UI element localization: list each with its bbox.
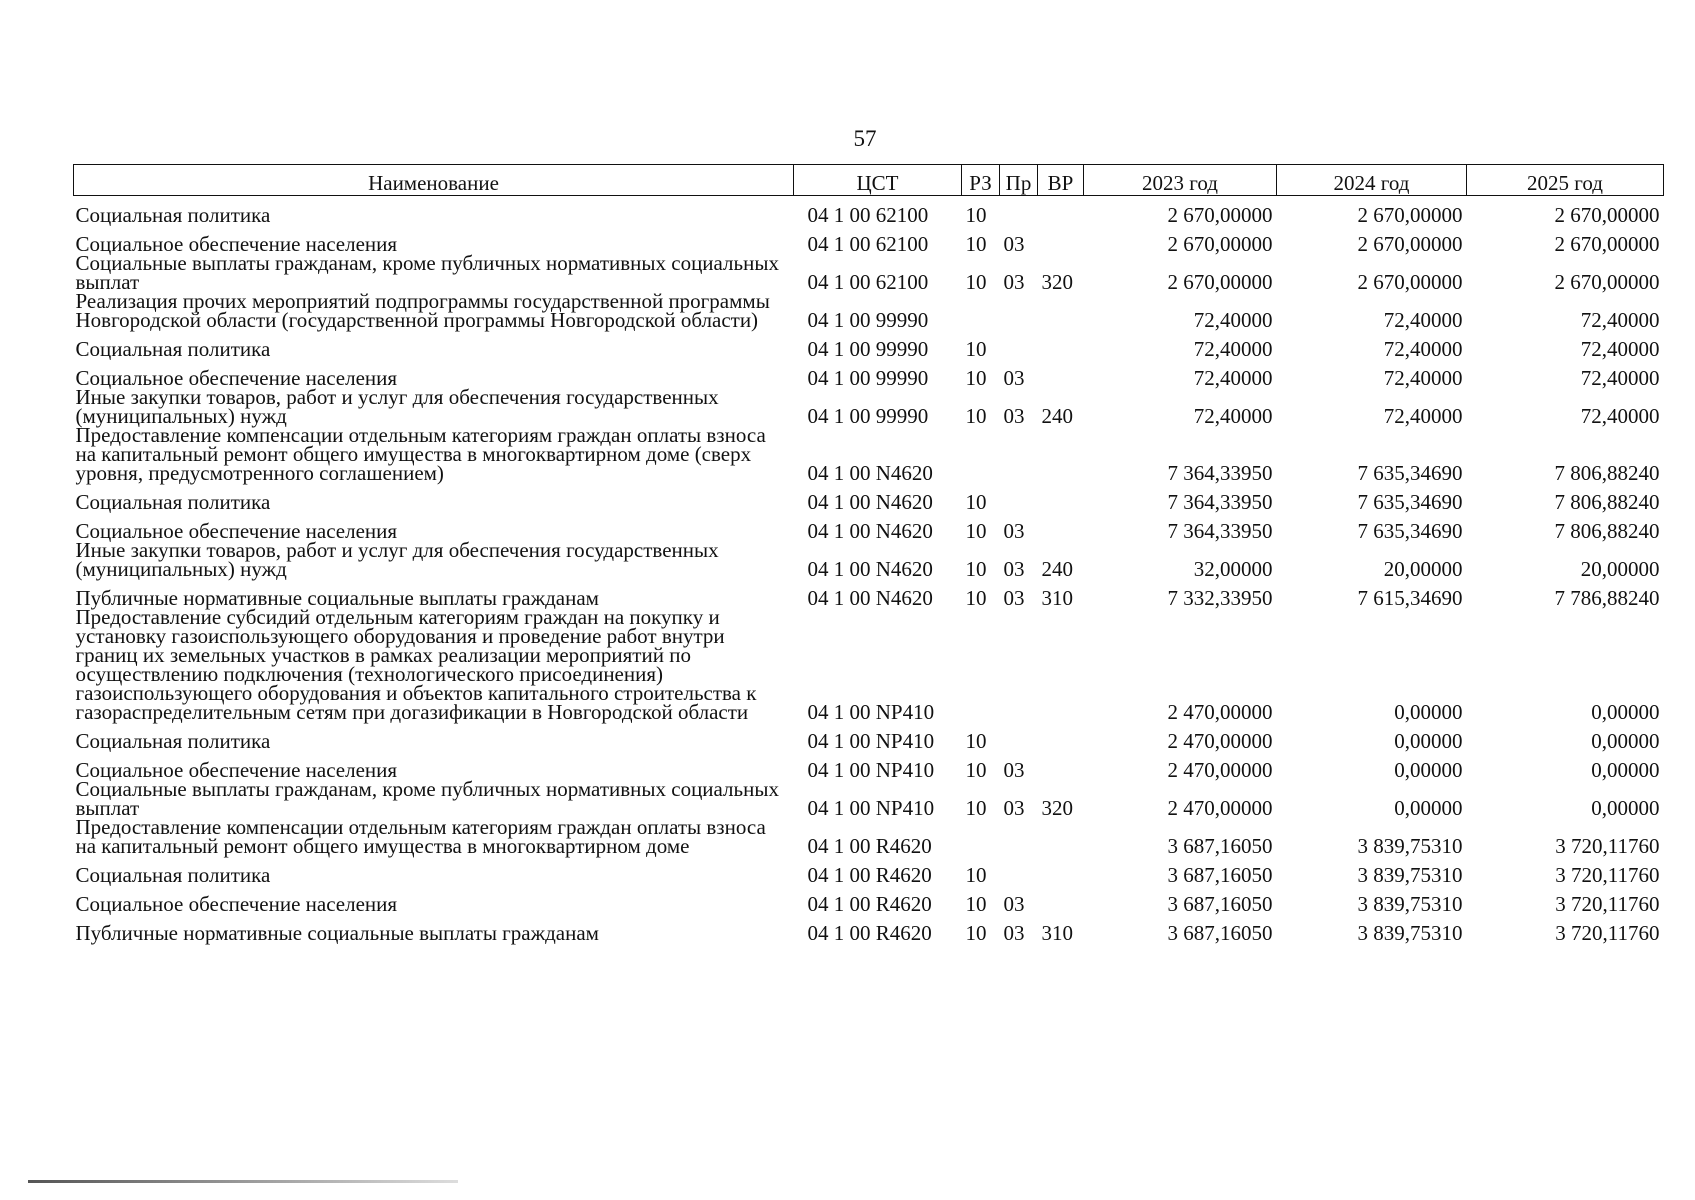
row-2025: 3 720,11760: [1555, 863, 1660, 887]
row-name: Социальная политика: [75, 729, 271, 753]
row-pr: 03: [1003, 270, 1025, 294]
row-2025: 7 806,88240: [1554, 461, 1660, 485]
row-vr: [1038, 330, 1084, 359]
header-2024: 2024 год: [1277, 165, 1467, 196]
row-cst: 04 1 00 R4620: [807, 892, 932, 916]
row-cst: 04 1 00 99990: [807, 366, 929, 390]
row-name: Публичные нормативные социальные выплаты гражданам: [75, 586, 599, 610]
row-2025: 72,40000: [1580, 337, 1660, 361]
row-2025: 20,00000: [1580, 557, 1660, 581]
row-rz: 10: [965, 270, 987, 294]
row-2024: 7 635,34690: [1357, 490, 1463, 514]
row-rz: 10: [965, 796, 987, 820]
row-vr: [1038, 359, 1084, 388]
table-row: [74, 722, 1664, 751]
row-2023: 2 670,00000: [1167, 270, 1273, 294]
header-2025: 2025 год: [1467, 165, 1664, 196]
row-pr: 03: [1003, 232, 1025, 256]
row-2025: 7 806,88240: [1554, 519, 1660, 543]
row-rz: [962, 292, 1000, 330]
row-2025: 0,00000: [1591, 758, 1660, 782]
row-rz: 10: [965, 586, 987, 610]
row-2024: 0,00000: [1394, 758, 1463, 782]
row-pr: 03: [1003, 921, 1025, 945]
row-cst: 04 1 00 NP410: [807, 796, 935, 820]
table-row: [74, 751, 1664, 780]
row-rz: 10: [965, 203, 987, 227]
row-2025: 0,00000: [1591, 729, 1660, 753]
row-name: Предоставление субсидий отдельным категориям граждан на покупку и установку газоиспользующего оборудования и проведение работ внутри границ их земельных участков в рамках реализации мероприятий по осуществлению подключения (технологического присоединения) газоиспользующего оборудования и объектов капитального строительства к газораспределительным сетям при догазификации в Новгородской области: [75, 605, 757, 724]
row-2025: 7 786,88240: [1554, 586, 1660, 610]
row-cst: 04 1 00 NP410: [807, 758, 935, 782]
row-rz: 10: [965, 729, 987, 753]
row-rz: 10: [965, 337, 987, 361]
row-2023: 72,40000: [1193, 366, 1273, 390]
header-2023: 2023 год: [1084, 165, 1277, 196]
row-cst: 04 1 00 R4620: [807, 863, 932, 887]
row-pr: [1000, 856, 1038, 885]
header-vr: ВР: [1038, 165, 1084, 196]
header-pr: Пр: [1000, 165, 1038, 196]
row-2024: 20,00000: [1383, 557, 1463, 581]
row-2025: 0,00000: [1591, 796, 1660, 820]
row-rz: [962, 818, 1000, 856]
row-name: Социальная политика: [75, 863, 271, 887]
table-row: [74, 579, 1664, 608]
row-vr: [1038, 225, 1084, 254]
row-pr: [1000, 722, 1038, 751]
row-2023: 2 670,00000: [1167, 203, 1273, 227]
row-vr: 320: [1041, 270, 1073, 294]
row-cst: 04 1 00 62100: [807, 270, 929, 294]
row-pr: 03: [1003, 892, 1025, 916]
row-2024: 3 839,75310: [1357, 892, 1463, 916]
row-vr: 310: [1041, 586, 1073, 610]
row-2024: 7 635,34690: [1357, 519, 1463, 543]
row-rz: 10: [965, 863, 987, 887]
row-name: Иные закупки товаров, работ и услуг для обеспечения государственных (муниципальных) нужд: [75, 538, 719, 581]
row-2024: 0,00000: [1394, 700, 1463, 724]
row-name: Предоставление компенсации отдельным категориям граждан оплаты взноса на капитальный ремонт общего имущества в многоквартирном доме (сверх уровня, предусмотренного соглашением): [75, 423, 766, 485]
row-pr: 03: [1003, 404, 1025, 428]
row-2024: 0,00000: [1394, 729, 1463, 753]
page-number: 57: [853, 126, 877, 151]
row-vr: 240: [1041, 404, 1073, 428]
table-row: [74, 254, 1664, 292]
row-2023: 2 470,00000: [1167, 700, 1273, 724]
row-rz: 10: [965, 366, 987, 390]
row-pr: [1000, 608, 1038, 722]
row-cst: 04 1 00 62100: [807, 232, 929, 256]
row-2023: 32,00000: [1193, 557, 1273, 581]
row-cst: 04 1 00 99990: [807, 337, 929, 361]
row-cst: 04 1 00 R4620: [807, 921, 932, 945]
header-name: Наименование: [74, 165, 794, 196]
row-name: Социальные выплаты гражданам, кроме публичных нормативных социальных выплат: [75, 251, 779, 294]
row-2024: 3 839,75310: [1357, 863, 1463, 887]
row-2024: 3 839,75310: [1357, 921, 1463, 945]
header-rz: РЗ: [962, 165, 1000, 196]
row-2023: 7 364,33950: [1167, 461, 1273, 485]
row-2024: 72,40000: [1383, 404, 1463, 428]
row-2025: 2 670,00000: [1554, 203, 1660, 227]
row-rz: 10: [965, 557, 987, 581]
row-2024: 7 615,34690: [1357, 586, 1463, 610]
row-2024: 7 635,34690: [1357, 461, 1463, 485]
row-2023: 2 470,00000: [1167, 796, 1273, 820]
row-cst: 04 1 00 N4620: [807, 490, 933, 514]
table-row: [74, 780, 1664, 818]
row-2023: 3 687,16050: [1167, 863, 1273, 887]
row-name: Социальная политика: [75, 490, 271, 514]
table-row: [74, 292, 1664, 330]
row-name: Социальное обеспечение населения: [75, 758, 398, 782]
row-2023: 7 364,33950: [1167, 519, 1273, 543]
row-rz: 10: [965, 758, 987, 782]
row-vr: [1038, 483, 1084, 512]
row-name: Социальная политика: [75, 203, 271, 227]
row-2025: 72,40000: [1580, 366, 1660, 390]
row-name: Социальное обеспечение населения: [75, 366, 398, 390]
row-name: Социальное обеспечение населения: [75, 519, 398, 543]
table-body: [74, 196, 1664, 944]
row-2024: 0,00000: [1394, 796, 1463, 820]
row-pr: 03: [1003, 366, 1025, 390]
row-cst: 04 1 00 NP410: [807, 700, 935, 724]
row-cst: 04 1 00 N4620: [807, 519, 933, 543]
row-rz: 10: [965, 232, 987, 256]
row-vr: [1038, 426, 1084, 483]
table-row: [74, 359, 1664, 388]
row-2025: 0,00000: [1591, 700, 1660, 724]
budget-table: [73, 164, 1664, 943]
row-rz: [962, 608, 1000, 722]
row-pr: 03: [1003, 796, 1025, 820]
row-2024: 3 839,75310: [1357, 834, 1463, 858]
row-cst: 04 1 00 99990: [807, 308, 929, 332]
row-rz: [962, 426, 1000, 483]
row-2023: 2 670,00000: [1167, 232, 1273, 256]
row-2025: 3 720,11760: [1555, 892, 1660, 916]
row-2023: 3 687,16050: [1167, 834, 1273, 858]
row-2024: 2 670,00000: [1357, 232, 1463, 256]
row-2023: 72,40000: [1193, 337, 1273, 361]
row-2025: 3 720,11760: [1555, 921, 1660, 945]
row-2023: 2 470,00000: [1167, 758, 1273, 782]
row-rz: 10: [965, 490, 987, 514]
row-2024: 72,40000: [1383, 308, 1463, 332]
row-vr: [1038, 856, 1084, 885]
table-row: [74, 608, 1664, 722]
row-pr: [1000, 330, 1038, 359]
row-vr: [1038, 885, 1084, 914]
table-row: [74, 541, 1664, 579]
row-2023: 3 687,16050: [1167, 921, 1273, 945]
table-row: [74, 818, 1664, 856]
row-2025: 2 670,00000: [1554, 232, 1660, 256]
row-cst: 04 1 00 NP410: [807, 729, 935, 753]
header-cst: ЦСТ: [794, 165, 962, 196]
row-name: Реализация прочих мероприятий подпрограммы государственной программы Новгородской области (государственной программы Новгородской области): [75, 289, 770, 332]
table-header: [74, 165, 1664, 196]
row-pr: [1000, 818, 1038, 856]
row-pr: 03: [1003, 519, 1025, 543]
row-pr: 03: [1003, 557, 1025, 581]
table-row: [74, 330, 1664, 359]
row-vr: 310: [1041, 921, 1073, 945]
row-2023: 7 364,33950: [1167, 490, 1273, 514]
row-2024: 2 670,00000: [1357, 203, 1463, 227]
table-row: [74, 483, 1664, 512]
row-pr: 03: [1003, 586, 1025, 610]
row-2025: 3 720,11760: [1555, 834, 1660, 858]
row-vr: [1038, 608, 1084, 722]
row-vr: [1038, 292, 1084, 330]
row-vr: 240: [1041, 557, 1073, 581]
row-2025: 72,40000: [1580, 308, 1660, 332]
table-row: [74, 856, 1664, 885]
row-name: Предоставление компенсации отдельным категориям граждан оплаты взноса на капитальный ремонт общего имущества в многоквартирном доме: [75, 815, 766, 858]
row-2025: 7 806,88240: [1554, 490, 1660, 514]
row-rz: 10: [965, 921, 987, 945]
table-row: [74, 388, 1664, 426]
row-cst: 04 1 00 N4620: [807, 586, 933, 610]
row-cst: 04 1 00 N4620: [807, 557, 933, 581]
table-row: [74, 196, 1664, 226]
row-2024: 72,40000: [1383, 337, 1463, 361]
table-row: [74, 885, 1664, 914]
row-name: Публичные нормативные социальные выплаты гражданам: [75, 921, 599, 945]
row-name: Социальное обеспечение населения: [75, 232, 398, 256]
row-cst: 04 1 00 99990: [807, 404, 929, 428]
row-2023: 3 687,16050: [1167, 892, 1273, 916]
table-row: [74, 225, 1664, 254]
row-vr: [1038, 751, 1084, 780]
row-vr: [1038, 196, 1084, 226]
row-rz: 10: [965, 892, 987, 916]
row-pr: [1000, 483, 1038, 512]
row-cst: 04 1 00 62100: [807, 203, 929, 227]
row-rz: 10: [965, 519, 987, 543]
table-row: [74, 914, 1664, 943]
row-pr: 03: [1003, 758, 1025, 782]
row-name: Иные закупки товаров, работ и услуг для обеспечения государственных (муниципальных) нужд: [75, 385, 719, 428]
row-2023: 2 470,00000: [1167, 729, 1273, 753]
row-pr: [1000, 196, 1038, 226]
row-pr: [1000, 292, 1038, 330]
row-2024: 2 670,00000: [1357, 270, 1463, 294]
table-row: [74, 512, 1664, 541]
row-2023: 7 332,33950: [1167, 586, 1273, 610]
row-name: Социальная политика: [75, 337, 271, 361]
row-vr: 320: [1041, 796, 1073, 820]
row-2023: 72,40000: [1193, 404, 1273, 428]
row-2024: 72,40000: [1383, 366, 1463, 390]
row-vr: [1038, 818, 1084, 856]
row-cst: 04 1 00 R4620: [807, 834, 932, 858]
row-vr: [1038, 722, 1084, 751]
row-2025: 72,40000: [1580, 404, 1660, 428]
row-name: Социальное обеспечение населения: [75, 892, 398, 916]
row-cst: 04 1 00 N4620: [807, 461, 933, 485]
row-rz: 10: [965, 404, 987, 428]
row-pr: [1000, 426, 1038, 483]
row-vr: [1038, 512, 1084, 541]
bottom-rule: [28, 1180, 458, 1183]
row-2023: 72,40000: [1193, 308, 1273, 332]
row-2025: 2 670,00000: [1554, 270, 1660, 294]
table-row: [74, 426, 1664, 483]
row-name: Социальные выплаты гражданам, кроме публичных нормативных социальных выплат: [75, 777, 779, 820]
